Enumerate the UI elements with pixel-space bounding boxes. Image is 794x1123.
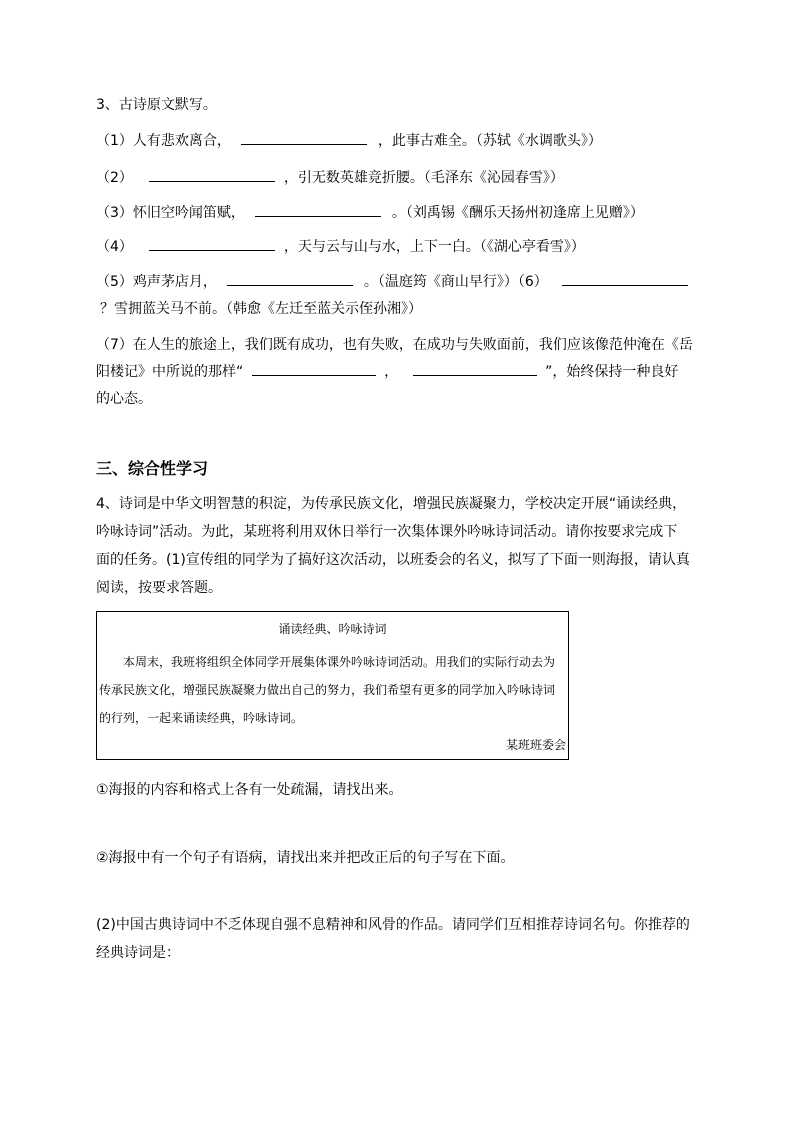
item-7-prefix: 阳楼记》中所说的那样“	[96, 364, 244, 380]
answer-blank-1[interactable]	[241, 130, 367, 145]
question-4-part-2	[96, 911, 700, 967]
question-4-line-3: 面的任务。(1)宣传组的同学为了搞好这次活动，以班委会的名义，拟写了下面一则海报，请认真	[96, 552, 690, 568]
question-3-item-7-line-2	[96, 361, 678, 382]
answer-blank-4[interactable]	[149, 236, 275, 251]
question-4-line-2: 吟咏诗词”活动。为此，某班将利用双休日举行一次集体课外吟咏诗词活动。请你按要求完成下	[96, 524, 678, 540]
item-7-suffix: ”，始终保持一种良好	[545, 364, 679, 380]
question-3-item-6-continuation: ？雪拥蓝关马不前。（韩愈《左迁至蓝关示侄孙湘》）	[100, 301, 422, 317]
item-4-prefix: （4）	[96, 239, 133, 255]
question-3-item-5	[96, 271, 688, 292]
poster-title: 诵读经典、吟咏诗词	[278, 622, 387, 636]
question-4-text	[96, 490, 700, 602]
part-2-line-1: (2)中国古典诗词中不乏体现自强不息精神和风骨的作品。请同学们互相推荐诗词名句。你推荐的	[96, 917, 690, 933]
item-7-separator: ，	[384, 364, 399, 380]
poster-box	[96, 611, 569, 760]
item-5-suffix: 。（温庭筠《商山早行》）（6）	[363, 274, 548, 290]
answer-blank-6[interactable]	[562, 271, 688, 286]
answer-blank-3[interactable]	[255, 202, 381, 217]
answer-blank-7a[interactable]	[252, 361, 376, 376]
question-3-item-3	[96, 202, 644, 223]
poster-signature: 某班班委会	[505, 738, 566, 752]
item-3-prefix: （3）怀旧空吟闻笛赋，	[96, 205, 245, 221]
question-4-line-1: 4、诗词是中华文明智慧的积淀，为传承民族文化，增强民族凝聚力，学校决定开展“诵读经典，	[96, 496, 687, 512]
section-heading: 三、综合性学习	[96, 459, 209, 478]
item-2-prefix: （2）	[96, 170, 133, 186]
item-5-prefix: （5）鸡声茅店月，	[96, 274, 217, 290]
answer-blank-7b[interactable]	[413, 361, 537, 376]
poster-body: 本周末，我班将组织全体同学开展集体课外吟咏诗词活动。用我们的实际行动去为传承民族文化，增强民族凝聚力做出自己的努力，我们希望有更多的同学加入吟咏诗词的行列，一起来诵读经典，吟咏诗词。	[99, 655, 556, 725]
question-4-line-4: 阅读，按要求答题。	[96, 580, 222, 596]
question-3-item-7-line-3: 的心态。	[96, 391, 152, 407]
sub-question-1: ①海报的内容和格式上各有一处疏漏，请找出来。	[96, 782, 403, 798]
question-3-title: 3、古诗原文默写。	[96, 97, 217, 113]
item-1-suffix: ，此事古难全。（苏轼《水调歌头》）	[377, 133, 602, 149]
answer-blank-2[interactable]	[149, 167, 275, 182]
answer-blank-5[interactable]	[227, 271, 353, 286]
question-3-item-7-line-1: （7）在人生的旅途上，我们既有成功，也有失败，在成功与失败面前，我们应该像范仲淹在《岳	[96, 337, 693, 353]
part-2-line-2: 经典诗词是：	[96, 945, 180, 961]
item-2-suffix: ，引无数英雄竞折腰。（毛泽东《沁园春雪》）	[283, 170, 564, 186]
question-3-item-4	[96, 236, 585, 257]
item-1-prefix: （1）人有悲欢离合，	[96, 133, 231, 149]
sub-question-2: ②海报中有一个句子有语病，请找出来并把改正后的句子写在下面。	[96, 850, 515, 866]
item-3-suffix: 。（刘禹锡《酬乐天扬州初逢席上见赠》）	[391, 205, 644, 221]
question-3-item-2	[96, 167, 564, 188]
question-3-item-1	[96, 130, 602, 151]
item-4-suffix: ，天与云与山与水，上下一白。（《湖心亭看雪》）	[283, 239, 585, 255]
